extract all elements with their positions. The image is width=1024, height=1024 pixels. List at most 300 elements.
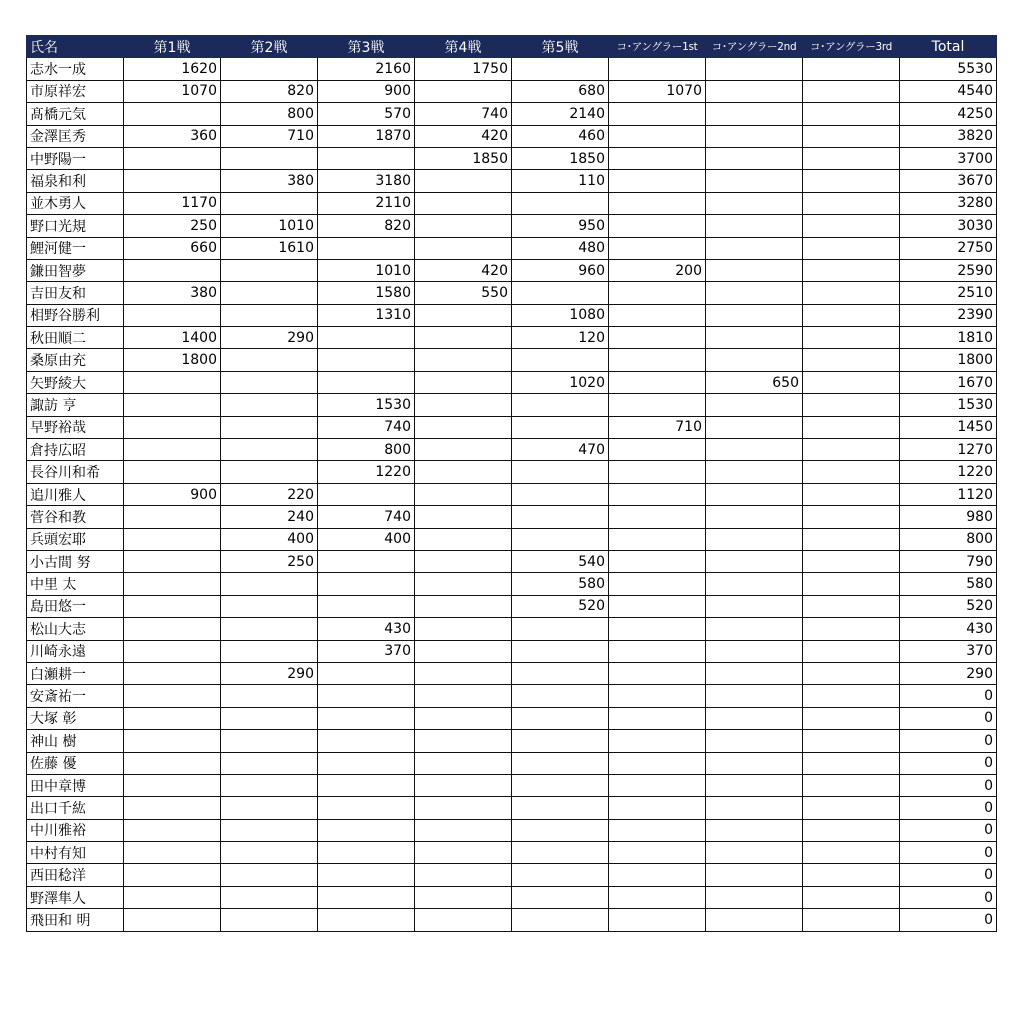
- cell-co-angler-1st: [609, 685, 706, 707]
- cell-co-angler-3rd: [803, 550, 900, 572]
- table-row: [27, 550, 997, 572]
- cell-round-3: [318, 371, 415, 393]
- cell-co-angler-3rd: [803, 259, 900, 281]
- cell-round-4: [415, 595, 512, 617]
- cell-co-angler-3rd: [803, 461, 900, 483]
- header-co-angler-1st: コ･アングラー1st: [609, 36, 706, 58]
- cell-co-angler-1st: [609, 304, 706, 326]
- cell-round-1: [124, 394, 221, 416]
- cell-round-5: [512, 864, 609, 886]
- cell-co-angler-3rd: [803, 506, 900, 528]
- cell-round-2: 240: [221, 506, 318, 528]
- cell-co-angler-2nd: [706, 80, 803, 102]
- cell-co-angler-1st: 710: [609, 416, 706, 438]
- cell-co-angler-2nd: [706, 685, 803, 707]
- cell-round-2: 400: [221, 528, 318, 550]
- cell-round-5: [512, 192, 609, 214]
- cell-co-angler-1st: 1070: [609, 80, 706, 102]
- header-round-3: 第3戦: [318, 36, 415, 58]
- header-row: [27, 36, 997, 58]
- cell-round-5: [512, 349, 609, 371]
- header-round-2: 第2戦: [221, 36, 318, 58]
- cell-co-angler-2nd: [706, 864, 803, 886]
- cell-round-2: [221, 618, 318, 640]
- cell-round-5: [512, 640, 609, 662]
- cell-round-2: [221, 259, 318, 281]
- cell-round-1: [124, 662, 221, 684]
- cell-round-4: 420: [415, 125, 512, 147]
- cell-co-angler-2nd: [706, 909, 803, 931]
- cell-co-angler-1st: [609, 573, 706, 595]
- cell-co-angler-1st: [609, 550, 706, 572]
- cell-round-3: [318, 662, 415, 684]
- cell-name: 佐藤 優: [27, 752, 124, 774]
- cell-round-4: [415, 327, 512, 349]
- cell-round-2: [221, 797, 318, 819]
- cell-round-2: [221, 147, 318, 169]
- cell-name: 野澤隼人: [27, 886, 124, 908]
- cell-round-3: 1310: [318, 304, 415, 326]
- cell-round-5: [512, 528, 609, 550]
- cell-co-angler-3rd: [803, 797, 900, 819]
- cell-round-2: [221, 371, 318, 393]
- cell-round-1: [124, 550, 221, 572]
- cell-round-4: 550: [415, 282, 512, 304]
- cell-round-3: [318, 752, 415, 774]
- cell-total: 1120: [900, 483, 997, 505]
- cell-co-angler-2nd: 650: [706, 371, 803, 393]
- cell-name: 倉持広昭: [27, 439, 124, 461]
- cell-co-angler-1st: [609, 215, 706, 237]
- cell-round-4: [415, 349, 512, 371]
- cell-name: 相野谷勝利: [27, 304, 124, 326]
- cell-name: 野口光規: [27, 215, 124, 237]
- cell-name: 神山 樹: [27, 730, 124, 752]
- cell-round-3: 400: [318, 528, 415, 550]
- cell-round-3: [318, 550, 415, 572]
- cell-round-5: 120: [512, 327, 609, 349]
- cell-round-1: [124, 842, 221, 864]
- cell-round-3: 800: [318, 439, 415, 461]
- table-row: [27, 774, 997, 796]
- cell-round-4: [415, 730, 512, 752]
- cell-round-1: [124, 819, 221, 841]
- cell-co-angler-3rd: [803, 215, 900, 237]
- cell-name: 諏訪 亨: [27, 394, 124, 416]
- cell-co-angler-2nd: [706, 573, 803, 595]
- cell-round-4: [415, 573, 512, 595]
- cell-round-2: [221, 394, 318, 416]
- cell-co-angler-3rd: [803, 528, 900, 550]
- cell-name: 桑原由充: [27, 349, 124, 371]
- cell-total: 290: [900, 662, 997, 684]
- cell-round-5: [512, 416, 609, 438]
- cell-co-angler-2nd: [706, 259, 803, 281]
- cell-co-angler-1st: [609, 707, 706, 729]
- cell-round-2: [221, 461, 318, 483]
- cell-co-angler-3rd: [803, 662, 900, 684]
- cell-round-2: [221, 640, 318, 662]
- cell-co-angler-1st: [609, 640, 706, 662]
- cell-round-1: 1800: [124, 349, 221, 371]
- table-row: [27, 259, 997, 281]
- cell-round-2: [221, 573, 318, 595]
- cell-name: 兵頭宏耶: [27, 528, 124, 550]
- cell-round-4: 740: [415, 103, 512, 125]
- cell-co-angler-3rd: [803, 349, 900, 371]
- cell-round-2: 380: [221, 170, 318, 192]
- table-row: [27, 752, 997, 774]
- header-co-angler-2nd: コ･アングラー2nd: [706, 36, 803, 58]
- table-row: [27, 618, 997, 640]
- cell-co-angler-1st: [609, 125, 706, 147]
- cell-round-3: [318, 147, 415, 169]
- table-row: [27, 506, 997, 528]
- table-row: [27, 685, 997, 707]
- cell-round-1: [124, 886, 221, 908]
- cell-co-angler-2nd: [706, 461, 803, 483]
- cell-co-angler-2nd: [706, 349, 803, 371]
- table-row: [27, 170, 997, 192]
- cell-round-5: 1080: [512, 304, 609, 326]
- cell-round-5: [512, 842, 609, 864]
- cell-round-5: [512, 909, 609, 931]
- cell-co-angler-2nd: [706, 550, 803, 572]
- cell-round-4: [415, 394, 512, 416]
- table-row: [27, 842, 997, 864]
- cell-name: 中里 太: [27, 573, 124, 595]
- cell-co-angler-1st: [609, 349, 706, 371]
- cell-round-2: 290: [221, 327, 318, 349]
- cell-total: 2510: [900, 282, 997, 304]
- cell-round-4: [415, 506, 512, 528]
- cell-co-angler-2nd: [706, 752, 803, 774]
- cell-name: 金澤匡秀: [27, 125, 124, 147]
- cell-name: 並木勇人: [27, 192, 124, 214]
- cell-round-1: [124, 259, 221, 281]
- cell-round-1: [124, 103, 221, 125]
- cell-co-angler-1st: [609, 394, 706, 416]
- cell-co-angler-1st: [609, 886, 706, 908]
- cell-co-angler-2nd: [706, 506, 803, 528]
- cell-total: 0: [900, 842, 997, 864]
- cell-co-angler-1st: 200: [609, 259, 706, 281]
- cell-co-angler-1st: [609, 528, 706, 550]
- cell-round-1: [124, 528, 221, 550]
- cell-co-angler-1st: [609, 506, 706, 528]
- cell-co-angler-2nd: [706, 819, 803, 841]
- table-row: [27, 886, 997, 908]
- cell-total: 2750: [900, 237, 997, 259]
- cell-total: 370: [900, 640, 997, 662]
- cell-round-3: [318, 909, 415, 931]
- cell-co-angler-3rd: [803, 752, 900, 774]
- cell-round-5: [512, 662, 609, 684]
- cell-co-angler-2nd: [706, 618, 803, 640]
- cell-round-1: [124, 439, 221, 461]
- cell-round-5: 580: [512, 573, 609, 595]
- cell-round-2: 1010: [221, 215, 318, 237]
- cell-round-1: [124, 461, 221, 483]
- cell-co-angler-2nd: [706, 886, 803, 908]
- cell-round-2: [221, 774, 318, 796]
- cell-round-3: 3180: [318, 170, 415, 192]
- cell-round-2: 250: [221, 550, 318, 572]
- cell-co-angler-3rd: [803, 483, 900, 505]
- header-round-4: 第4戦: [415, 36, 512, 58]
- cell-round-4: [415, 842, 512, 864]
- cell-round-5: [512, 774, 609, 796]
- cell-co-angler-1st: [609, 752, 706, 774]
- table-row: [27, 416, 997, 438]
- cell-round-4: [415, 170, 512, 192]
- cell-round-1: 900: [124, 483, 221, 505]
- cell-round-5: 540: [512, 550, 609, 572]
- cell-co-angler-3rd: [803, 237, 900, 259]
- cell-co-angler-3rd: [803, 819, 900, 841]
- cell-round-3: [318, 864, 415, 886]
- cell-name: 菅谷和教: [27, 506, 124, 528]
- cell-round-5: [512, 707, 609, 729]
- cell-round-3: 370: [318, 640, 415, 662]
- cell-co-angler-1st: [609, 819, 706, 841]
- cell-round-1: [124, 147, 221, 169]
- cell-round-2: 800: [221, 103, 318, 125]
- cell-round-5: [512, 730, 609, 752]
- cell-round-5: [512, 282, 609, 304]
- cell-name: 西田稔洋: [27, 864, 124, 886]
- cell-round-4: [415, 192, 512, 214]
- cell-round-5: [512, 819, 609, 841]
- cell-co-angler-3rd: [803, 371, 900, 393]
- cell-round-3: 740: [318, 416, 415, 438]
- cell-round-2: 1610: [221, 237, 318, 259]
- cell-round-3: 820: [318, 215, 415, 237]
- cell-round-5: [512, 461, 609, 483]
- cell-round-5: 680: [512, 80, 609, 102]
- cell-round-1: [124, 416, 221, 438]
- cell-round-4: [415, 752, 512, 774]
- cell-round-4: [415, 886, 512, 908]
- cell-name: 鎌田智夢: [27, 259, 124, 281]
- cell-round-3: 570: [318, 103, 415, 125]
- cell-round-5: 960: [512, 259, 609, 281]
- cell-name: 矢野綾大: [27, 371, 124, 393]
- cell-co-angler-1st: [609, 282, 706, 304]
- cell-co-angler-3rd: [803, 282, 900, 304]
- cell-total: 1800: [900, 349, 997, 371]
- cell-round-1: [124, 506, 221, 528]
- cell-round-4: [415, 618, 512, 640]
- cell-round-4: 1750: [415, 58, 512, 80]
- cell-name: 中村有知: [27, 842, 124, 864]
- cell-total: 0: [900, 685, 997, 707]
- cell-name: 早野裕哉: [27, 416, 124, 438]
- cell-round-2: [221, 439, 318, 461]
- cell-round-4: [415, 662, 512, 684]
- cell-total: 4250: [900, 103, 997, 125]
- table-row: [27, 58, 997, 80]
- table-row: [27, 349, 997, 371]
- cell-round-2: [221, 819, 318, 841]
- cell-co-angler-1st: [609, 237, 706, 259]
- cell-total: 980: [900, 506, 997, 528]
- cell-co-angler-1st: [609, 909, 706, 931]
- cell-round-5: [512, 394, 609, 416]
- cell-co-angler-2nd: [706, 215, 803, 237]
- cell-round-5: 1850: [512, 147, 609, 169]
- cell-round-3: 1220: [318, 461, 415, 483]
- cell-total: 580: [900, 573, 997, 595]
- cell-round-3: 430: [318, 618, 415, 640]
- cell-co-angler-3rd: [803, 573, 900, 595]
- cell-round-3: 2160: [318, 58, 415, 80]
- cell-total: 0: [900, 707, 997, 729]
- cell-round-5: [512, 685, 609, 707]
- cell-co-angler-3rd: [803, 730, 900, 752]
- cell-co-angler-2nd: [706, 304, 803, 326]
- table-row: [27, 439, 997, 461]
- cell-co-angler-3rd: [803, 394, 900, 416]
- cell-round-5: [512, 618, 609, 640]
- cell-name: 志水一成: [27, 58, 124, 80]
- cell-round-3: [318, 237, 415, 259]
- cell-round-1: [124, 797, 221, 819]
- cell-round-1: 1620: [124, 58, 221, 80]
- cell-name: 吉田友和: [27, 282, 124, 304]
- cell-total: 800: [900, 528, 997, 550]
- cell-round-1: 1170: [124, 192, 221, 214]
- cell-co-angler-2nd: [706, 58, 803, 80]
- cell-round-5: [512, 483, 609, 505]
- cell-round-2: 820: [221, 80, 318, 102]
- cell-total: 520: [900, 595, 997, 617]
- cell-total: 3700: [900, 147, 997, 169]
- cell-total: 430: [900, 618, 997, 640]
- cell-co-angler-3rd: [803, 774, 900, 796]
- cell-co-angler-2nd: [706, 483, 803, 505]
- cell-round-2: [221, 707, 318, 729]
- cell-co-angler-3rd: [803, 909, 900, 931]
- cell-co-angler-2nd: [706, 640, 803, 662]
- cell-round-5: 470: [512, 439, 609, 461]
- table-row: [27, 662, 997, 684]
- table-body: [27, 58, 997, 931]
- cell-name: 川崎永遠: [27, 640, 124, 662]
- cell-co-angler-1st: [609, 774, 706, 796]
- cell-co-angler-3rd: [803, 707, 900, 729]
- cell-name: 福泉和利: [27, 170, 124, 192]
- table-row: [27, 282, 997, 304]
- cell-round-5: 2140: [512, 103, 609, 125]
- cell-round-3: [318, 797, 415, 819]
- cell-co-angler-2nd: [706, 707, 803, 729]
- table-row: [27, 237, 997, 259]
- cell-round-1: [124, 170, 221, 192]
- cell-round-4: [415, 371, 512, 393]
- table-row: [27, 461, 997, 483]
- cell-round-5: [512, 797, 609, 819]
- cell-round-1: 380: [124, 282, 221, 304]
- cell-total: 0: [900, 819, 997, 841]
- table-row: [27, 797, 997, 819]
- cell-co-angler-3rd: [803, 416, 900, 438]
- cell-name: 小古間 努: [27, 550, 124, 572]
- cell-total: 0: [900, 797, 997, 819]
- cell-round-1: [124, 752, 221, 774]
- cell-co-angler-1st: [609, 147, 706, 169]
- cell-total: 0: [900, 886, 997, 908]
- cell-total: 3280: [900, 192, 997, 214]
- cell-round-1: 660: [124, 237, 221, 259]
- cell-round-1: [124, 730, 221, 752]
- cell-round-5: 1020: [512, 371, 609, 393]
- cell-co-angler-2nd: [706, 730, 803, 752]
- table-row: [27, 819, 997, 841]
- cell-co-angler-2nd: [706, 842, 803, 864]
- cell-round-3: [318, 730, 415, 752]
- cell-co-angler-2nd: [706, 170, 803, 192]
- cell-total: 1270: [900, 439, 997, 461]
- cell-round-5: [512, 752, 609, 774]
- table-row: [27, 80, 997, 102]
- cell-co-angler-2nd: [706, 103, 803, 125]
- cell-total: 1670: [900, 371, 997, 393]
- cell-round-4: [415, 215, 512, 237]
- table-row: [27, 595, 997, 617]
- cell-total: 790: [900, 550, 997, 572]
- cell-co-angler-1st: [609, 371, 706, 393]
- header-round-1: 第1戦: [124, 36, 221, 58]
- table-row: [27, 483, 997, 505]
- cell-round-2: [221, 349, 318, 371]
- cell-round-3: [318, 327, 415, 349]
- cell-round-2: [221, 282, 318, 304]
- cell-round-2: 710: [221, 125, 318, 147]
- table-row: [27, 394, 997, 416]
- cell-round-4: [415, 797, 512, 819]
- cell-name: 髙橋元気: [27, 103, 124, 125]
- header-name: 氏名: [27, 36, 124, 58]
- cell-co-angler-3rd: [803, 618, 900, 640]
- cell-co-angler-1st: [609, 618, 706, 640]
- cell-round-1: [124, 864, 221, 886]
- cell-round-3: [318, 483, 415, 505]
- cell-co-angler-1st: [609, 439, 706, 461]
- table-row: [27, 864, 997, 886]
- cell-round-4: [415, 483, 512, 505]
- cell-round-1: 1070: [124, 80, 221, 102]
- cell-co-angler-1st: [609, 662, 706, 684]
- cell-co-angler-2nd: [706, 797, 803, 819]
- table-row: [27, 103, 997, 125]
- cell-name: 出口千紘: [27, 797, 124, 819]
- header-round-5: 第5戦: [512, 36, 609, 58]
- cell-co-angler-1st: [609, 58, 706, 80]
- cell-name: 島田悠一: [27, 595, 124, 617]
- cell-round-1: [124, 707, 221, 729]
- cell-co-angler-2nd: [706, 774, 803, 796]
- cell-round-4: [415, 640, 512, 662]
- cell-round-3: [318, 595, 415, 617]
- table-row: [27, 304, 997, 326]
- cell-name: 鯉河健一: [27, 237, 124, 259]
- cell-name: 中野陽一: [27, 147, 124, 169]
- cell-round-1: [124, 685, 221, 707]
- cell-total: 0: [900, 752, 997, 774]
- cell-round-4: [415, 774, 512, 796]
- cell-round-1: 250: [124, 215, 221, 237]
